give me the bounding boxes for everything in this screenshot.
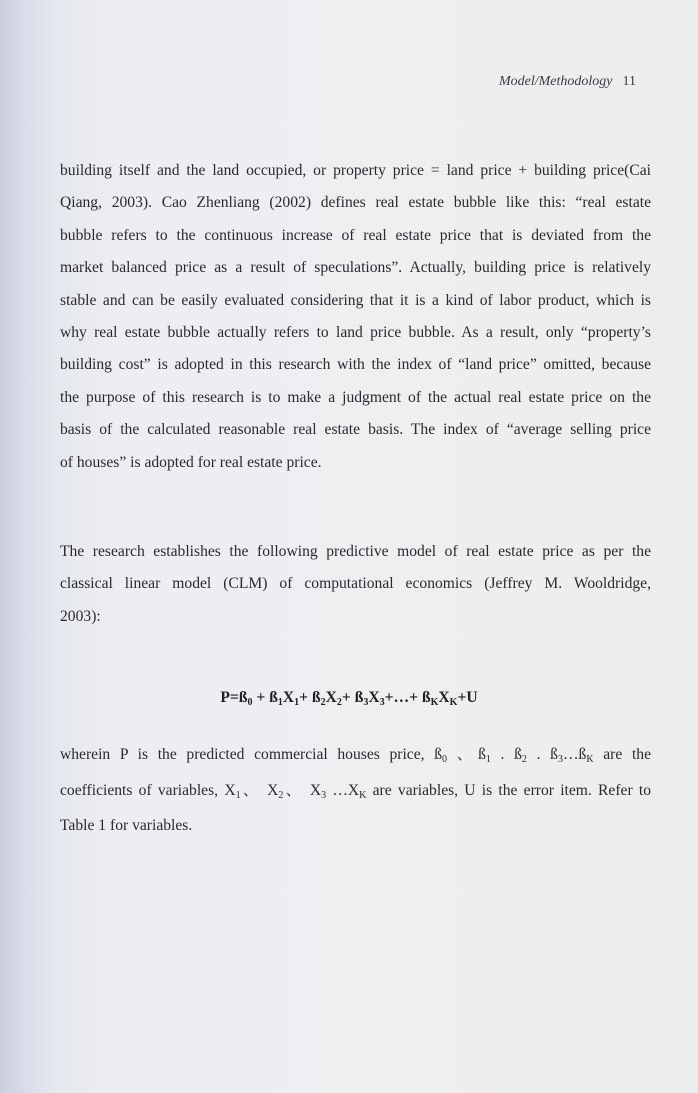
section-title: Model/Methodology bbox=[498, 74, 613, 89]
paragraph-model-intro bbox=[60, 536, 651, 633]
page-number: 11 bbox=[622, 74, 636, 89]
text-line: The research establishes the following predictive model of real estate price as per the bbox=[60, 543, 651, 560]
text-line: why real estate bubble actually refers to land price bubble. As a result, only “property’s bbox=[60, 324, 651, 342]
running-header bbox=[499, 74, 636, 90]
text-line: Table 1 for variables. bbox=[60, 817, 193, 834]
paragraph-variable-explanation bbox=[60, 737, 651, 844]
text-line: classical linear model (CLM) of computational economics (Jeffrey M. Wooldridge, bbox=[60, 575, 651, 593]
text-line: coefficients of variables, $X_1$、 $X_2$、 $X_3$ $\dots X_K$ are variables, U is the error item. Refer to bbox=[60, 781, 652, 801]
text-line: bubble refers to the continuous increase of real estate price that is deviated from the bbox=[60, 226, 651, 244]
text-line: market balanced price as a result of speculations”. Actually, building price is relatively bbox=[60, 259, 651, 277]
text-line: building cost” is adopted in this research with the index of “land price” omitted, because bbox=[60, 356, 651, 374]
text-line: wherein P is the predicted commercial houses price, $ß_0$ 、$ß_1$ . $ß_2$ . $ß_3\dots ß_K$ are the bbox=[60, 746, 651, 765]
text-line: building itself and the land occupied, or property price = land price + building price(Cai bbox=[60, 162, 651, 179]
text-line: stable and can be easily evaluated considering that it is a kind of labor product, which is bbox=[60, 291, 651, 309]
text-line: of houses” is adopted for real estate price. bbox=[60, 453, 322, 471]
text-line: 2003): bbox=[60, 607, 101, 625]
text-line: the purpose of this research is to make a judgment of the actual real estate price on the bbox=[60, 388, 651, 406]
text-line: Qiang, 2003). Cao Zhenliang (2002) defines real estate bubble like this: “real estate bbox=[60, 194, 651, 212]
paragraph-bubble-definition bbox=[60, 155, 651, 479]
text-line: basis of the calculated reasonable real estate basis. The index of “average selling price bbox=[60, 421, 651, 439]
model-equation: $P=ß_0$ + $ß_1X_1+$ $ß_2X_2+$ $ß_3X_3+\dots+$ $ß_KX_K+U$ bbox=[220, 689, 478, 708]
